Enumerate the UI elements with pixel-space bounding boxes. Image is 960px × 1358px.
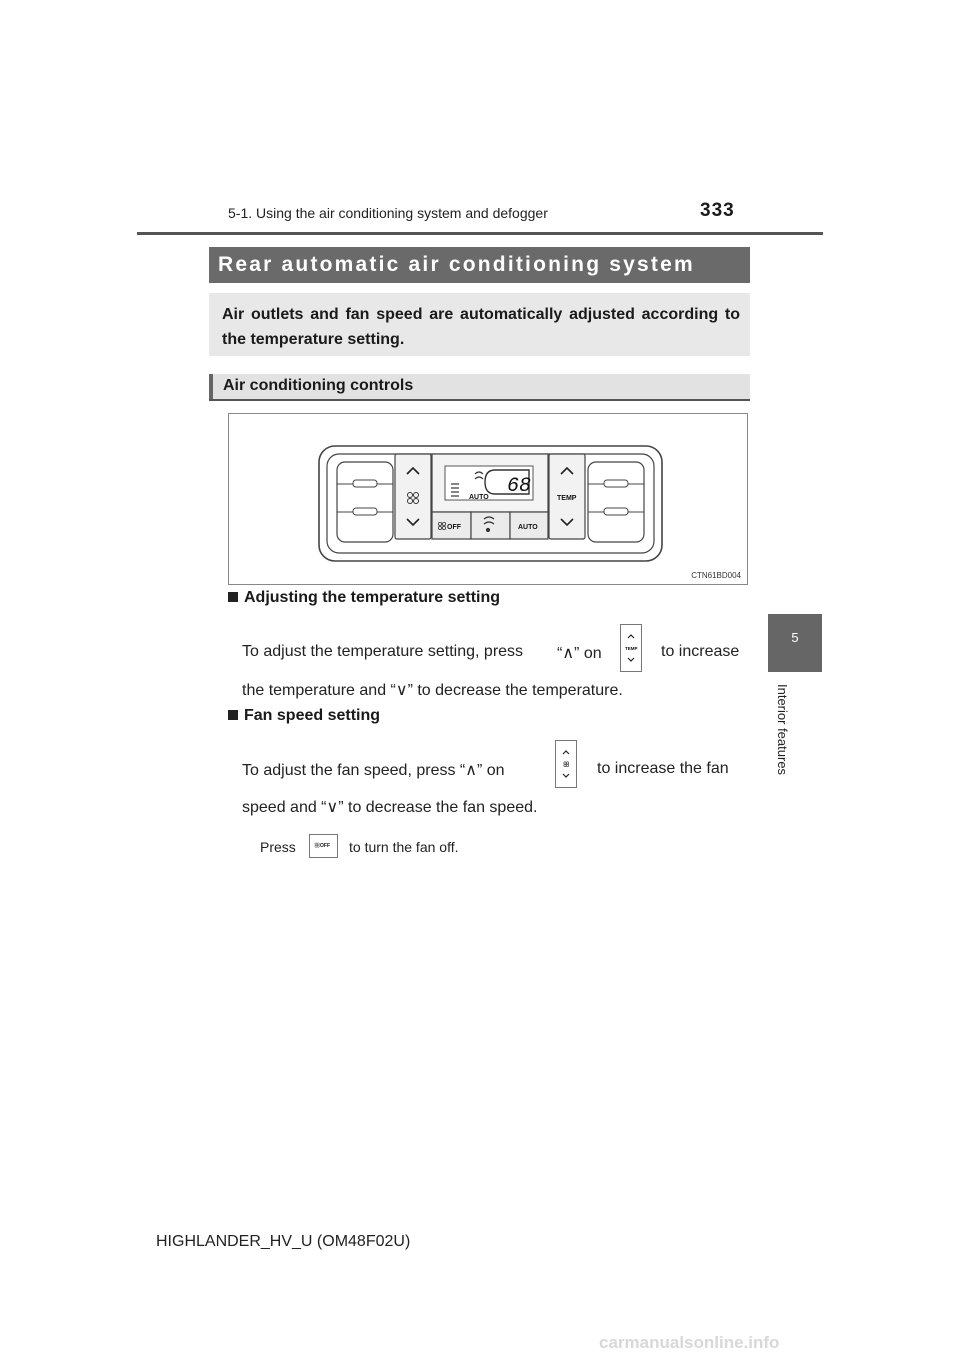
- fan-text-1a: To adjust the fan speed, press “∧” on: [242, 762, 505, 779]
- running-head: 5-1. Using the air conditioning system and defogger: [228, 205, 548, 221]
- page-number: 333: [700, 200, 735, 221]
- display-auto-indicator: AUTO: [469, 494, 489, 501]
- inline-temp-button-label: TEMP: [625, 646, 638, 651]
- fan-text-2: speed and “∨” to decrease the fan speed.: [242, 799, 538, 816]
- fan-speed-rocker[interactable]: [395, 454, 431, 539]
- section-number: 5: [791, 630, 799, 645]
- footer-model-code: HIGHLANDER_HV_U (OM48F02U): [156, 1233, 411, 1250]
- temperature-heading-text: Adjusting the temperature setting: [244, 589, 501, 606]
- fan-text-1b: to increase the fan: [597, 760, 729, 777]
- left-air-outlet: [337, 462, 393, 542]
- bullet-square-icon: [228, 592, 238, 602]
- fan-icon: [315, 843, 319, 847]
- turn-off-text: to turn the fan off.: [349, 839, 459, 855]
- temperature-label: TEMP: [557, 495, 577, 502]
- intro-box: Air outlets and fan speed are automatically adjusted according to the temperature setting.: [209, 293, 750, 356]
- temperature-text-1a: To adjust the temperature setting, press: [242, 643, 524, 660]
- section-side-label-text: Interior features: [775, 684, 790, 776]
- temperature-rocker[interactable]: [549, 454, 585, 539]
- section-title: Rear automatic air conditioning system: [209, 247, 750, 283]
- temperature-text-2: the temperature and “∨” to decrease the temperature.: [242, 682, 623, 699]
- fan-off-button[interactable]: [432, 512, 471, 539]
- temperature-text-1c: to increase: [661, 643, 740, 660]
- inline-temp-button-icon: [620, 624, 642, 672]
- section-side-label: [772, 684, 796, 794]
- watermark: carmanualsonline.info: [599, 1333, 780, 1352]
- auto-button-label: AUTO: [518, 524, 538, 531]
- lcd-display: [432, 454, 548, 512]
- airflow-mode-button[interactable]: [471, 512, 510, 539]
- auto-button[interactable]: [510, 512, 548, 539]
- display-temperature: 68: [507, 475, 532, 498]
- figure-code: CTN61BD004: [691, 571, 741, 580]
- inline-fan-button-icon: [555, 740, 577, 788]
- fan-heading: [228, 707, 380, 725]
- fan-icon: [564, 762, 569, 767]
- section-tab[interactable]: [768, 614, 822, 672]
- control-panel-figure: [228, 413, 748, 585]
- temperature-heading: [228, 589, 500, 607]
- inline-fan-off-label: OFF: [320, 843, 330, 849]
- right-air-outlet: [588, 462, 644, 542]
- press-text: Press: [260, 839, 296, 855]
- subheading-rule: [209, 399, 750, 401]
- temperature-text-1b: “∧” on: [557, 645, 602, 662]
- bullet-square-icon: [228, 710, 238, 720]
- inline-fan-off-button-icon: [309, 834, 338, 858]
- fan-heading-text: Fan speed setting: [244, 707, 381, 724]
- fan-off-label: OFF: [447, 524, 461, 531]
- control-panel-illustration: [229, 414, 747, 584]
- header-rule: [137, 232, 823, 235]
- subheading: Air conditioning controls: [209, 374, 750, 400]
